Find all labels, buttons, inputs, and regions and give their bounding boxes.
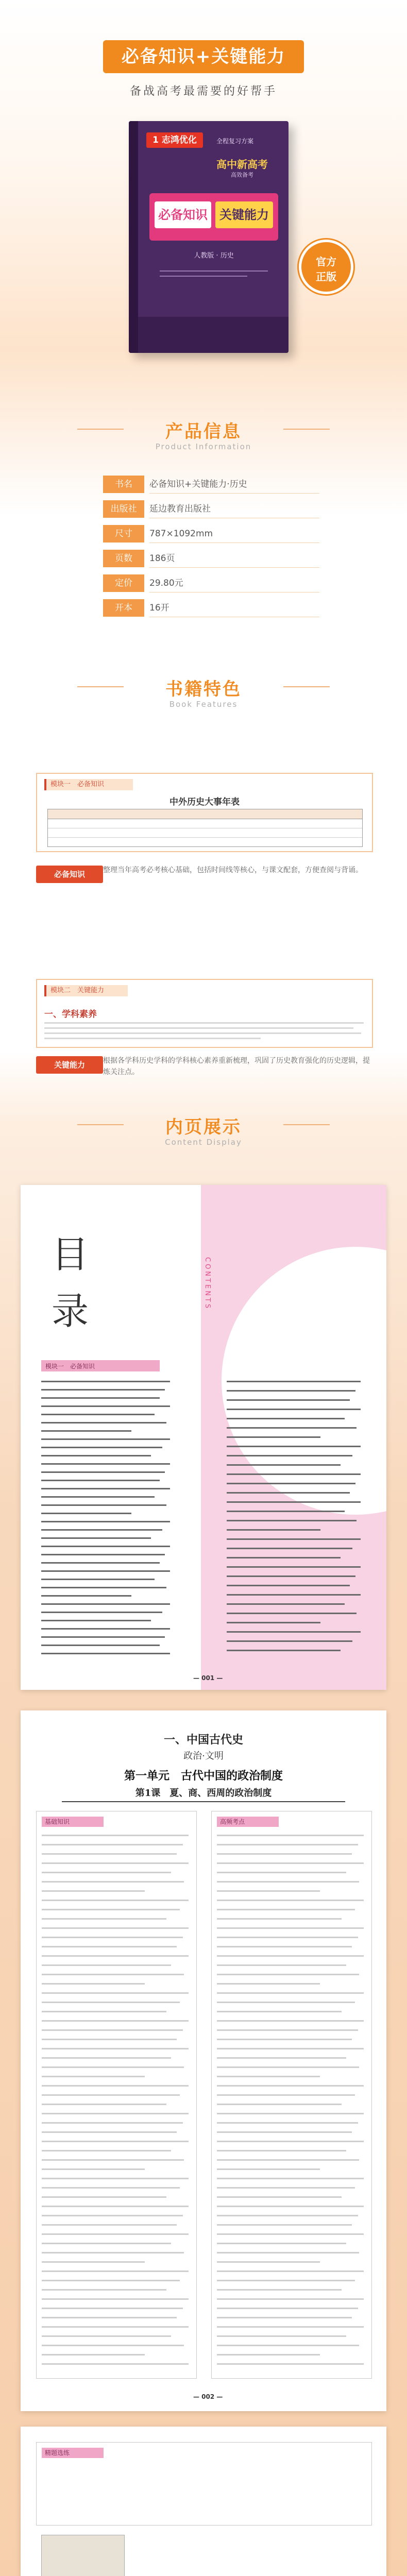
text-line xyxy=(42,2094,180,2096)
table-header-cell xyxy=(182,809,275,819)
hero-title: 必备知识+关键能力 xyxy=(103,40,304,73)
cover-decor-line xyxy=(160,270,268,272)
lesson-left-column xyxy=(36,1811,197,2379)
text-line xyxy=(217,2104,342,2105)
text-line xyxy=(217,1872,346,1873)
text-line xyxy=(41,1595,131,1597)
text-line xyxy=(227,1566,361,1568)
cover-bottom-band xyxy=(138,317,289,353)
text-line xyxy=(41,1471,165,1473)
text-line xyxy=(41,1603,170,1605)
text-line xyxy=(217,2085,364,2087)
product-info-label: 出版社 xyxy=(103,500,144,518)
text-line xyxy=(217,2196,342,2198)
text-line xyxy=(42,2057,171,2059)
text-line xyxy=(41,1397,160,1399)
text-line xyxy=(42,1862,189,1864)
text-line xyxy=(217,2215,358,2216)
illustration-image xyxy=(41,2535,125,2576)
text-line xyxy=(217,2233,364,2235)
product-info-value: 29.80元 xyxy=(149,574,319,592)
text-line xyxy=(217,2150,346,2151)
text-line xyxy=(42,2308,183,2309)
text-line xyxy=(42,2168,145,2170)
text-line xyxy=(44,1027,353,1029)
text-line xyxy=(217,1909,355,1910)
text-line xyxy=(42,2354,145,2355)
text-line xyxy=(227,1492,350,1494)
text-line xyxy=(217,1927,364,1929)
text-line xyxy=(41,1488,170,1489)
text-line xyxy=(41,1645,160,1646)
text-line xyxy=(217,2066,359,2068)
feature-desc-knowledge: 整理当年高考必考核心基础，包括时间线等核心，与课文配套，方便查阅与背诵。 xyxy=(103,866,363,874)
text-line xyxy=(42,2066,184,2068)
text-line xyxy=(41,1521,170,1522)
feature-sample-tab: 模块一 必备知识 xyxy=(44,779,133,790)
text-line xyxy=(217,1835,364,1836)
hero-subtitle: 备战高考最需要的好帮手 xyxy=(129,85,277,98)
page-number: — 002 — xyxy=(193,2393,223,2400)
table-header-cell xyxy=(48,809,90,819)
text-line xyxy=(44,1032,361,1034)
text-line xyxy=(217,2224,352,2226)
text-line xyxy=(41,1438,170,1440)
text-line xyxy=(227,1594,361,1596)
text-line xyxy=(227,1520,357,1521)
text-line xyxy=(42,2298,189,2300)
product-info-value: 16开 xyxy=(149,599,319,617)
feature-sample-heading: 中外历史大事年表 xyxy=(169,797,240,807)
text-line xyxy=(41,1587,166,1588)
text-line xyxy=(227,1483,355,1484)
text-line xyxy=(42,1853,177,1855)
badge-line1: 官方 xyxy=(316,256,336,268)
text-line xyxy=(217,1946,352,1947)
text-line xyxy=(217,1853,352,1855)
text-line xyxy=(42,1918,166,1920)
text-line xyxy=(217,2363,364,2365)
text-line xyxy=(42,1909,180,1910)
text-line xyxy=(227,1575,355,1577)
product-info-label: 定价 xyxy=(103,574,144,592)
text-line xyxy=(227,1650,341,1651)
table-row-line xyxy=(48,837,362,838)
text-line xyxy=(42,2076,145,2077)
text-line xyxy=(44,1022,364,1024)
cover-decor-line xyxy=(160,276,247,277)
text-line xyxy=(42,2150,171,2151)
text-line xyxy=(41,1546,170,1547)
text-line xyxy=(227,1418,345,1419)
text-line xyxy=(41,1447,162,1448)
text-line xyxy=(42,2335,171,2337)
text-line xyxy=(217,2298,364,2300)
text-line xyxy=(217,1918,342,1920)
product-info-label: 书名 xyxy=(103,476,144,493)
text-line xyxy=(42,1872,171,1873)
text-line xyxy=(42,2280,180,2281)
text-line xyxy=(42,1900,189,1901)
product-info-row xyxy=(103,496,319,518)
features-title: 书籍特色 xyxy=(165,679,242,700)
product-info-row xyxy=(103,521,319,543)
table-header-cell xyxy=(275,809,362,819)
text-line xyxy=(42,2326,189,2328)
product-info-subtitle: Product Information xyxy=(155,442,252,451)
text-line xyxy=(217,1955,364,1957)
text-line xyxy=(42,2196,166,2198)
text-line xyxy=(42,2270,189,2272)
text-line xyxy=(42,2104,166,2105)
text-line xyxy=(217,1937,358,1938)
timeline-table xyxy=(47,809,363,847)
text-line xyxy=(217,1974,359,1975)
text-line xyxy=(217,2048,364,2049)
cover-subject: 高中新高考 xyxy=(216,158,268,171)
text-line xyxy=(227,1603,345,1605)
text-line xyxy=(217,2335,346,2337)
text-line xyxy=(217,1890,320,1892)
text-line xyxy=(217,2020,364,2022)
feature-label-knowledge: 必备知识 xyxy=(36,866,103,883)
product-info-row xyxy=(103,546,319,567)
sample-page-toc xyxy=(21,1185,386,1690)
text-line xyxy=(42,2289,166,2291)
text-line xyxy=(217,2354,320,2355)
text-line xyxy=(227,1613,357,1614)
product-info-row xyxy=(103,595,319,617)
sample-page-exercise xyxy=(21,2427,386,2576)
product-info-value: 787×1092mm xyxy=(149,525,319,543)
text-line xyxy=(217,1964,346,1966)
text-line xyxy=(42,2029,183,2031)
text-line xyxy=(42,2224,177,2226)
product-info-value: 延边教育出版社 xyxy=(149,500,319,518)
text-line xyxy=(42,2243,171,2244)
text-line xyxy=(217,1992,364,1994)
text-line xyxy=(42,2122,183,2124)
text-line xyxy=(41,1554,165,1555)
text-line xyxy=(217,2029,358,2031)
text-line xyxy=(42,2252,184,2253)
text-line xyxy=(41,1513,131,1514)
text-line xyxy=(217,2122,358,2124)
text-line xyxy=(227,1640,352,1642)
page-number: — 001 — xyxy=(193,1674,223,1682)
cover-series: 全程复习方案 xyxy=(216,138,254,145)
display-title: 内页展示 xyxy=(165,1117,242,1138)
text-line xyxy=(42,2233,189,2235)
text-line xyxy=(41,1562,160,1564)
text-line xyxy=(217,2141,364,2142)
text-line xyxy=(42,1835,189,1836)
display-subtitle: Content Display xyxy=(165,1138,242,1147)
text-line xyxy=(217,2206,364,2207)
text-line xyxy=(42,2345,184,2346)
text-line xyxy=(42,2317,177,2318)
text-line xyxy=(41,1653,170,1654)
text-line xyxy=(227,1455,352,1456)
text-line xyxy=(42,1890,145,1892)
cover-title-part1: 必备知识 xyxy=(155,201,211,228)
text-line xyxy=(227,1473,361,1475)
lesson-part-subtitle: 政治·文明 xyxy=(183,1751,224,1761)
text-line xyxy=(217,2261,320,2263)
text-line xyxy=(41,1579,155,1580)
text-line xyxy=(227,1390,355,1392)
text-line xyxy=(227,1622,320,1623)
text-line xyxy=(41,1455,151,1456)
text-line xyxy=(42,2131,177,2133)
text-line xyxy=(41,1389,165,1391)
text-line xyxy=(42,2085,189,2087)
text-line xyxy=(227,1381,361,1382)
features-subtitle: Book Features xyxy=(169,700,238,709)
text-line xyxy=(42,2187,180,2189)
text-line xyxy=(42,2048,189,2049)
text-line xyxy=(41,1504,166,1506)
text-line xyxy=(227,1427,357,1429)
text-line xyxy=(42,1955,189,1957)
text-line xyxy=(227,1409,361,1410)
product-info-label: 页数 xyxy=(103,550,144,567)
text-line xyxy=(41,1381,170,1382)
feature-sample-1 xyxy=(36,773,373,852)
product-info-label: 尺寸 xyxy=(103,525,144,543)
text-line xyxy=(227,1548,352,1549)
text-line xyxy=(227,1446,361,1447)
cover-edition: 人教版 · 历史 xyxy=(194,252,234,260)
text-line xyxy=(217,2289,342,2291)
text-line xyxy=(42,2141,189,2142)
text-line xyxy=(41,1570,170,1572)
section-tag-label: 基础知识 xyxy=(45,1818,70,1825)
text-line xyxy=(41,1430,131,1432)
product-info-label: 开本 xyxy=(103,599,144,617)
text-line xyxy=(217,2280,355,2281)
text-line xyxy=(42,2011,166,2012)
lesson-unit-title: 第一单元 古代中国的政治制度 xyxy=(124,1769,283,1783)
text-line xyxy=(217,2039,352,2040)
text-line xyxy=(42,2215,183,2216)
text-line xyxy=(217,2159,359,2161)
text-line xyxy=(227,1464,341,1466)
text-line xyxy=(42,2002,180,2003)
text-line xyxy=(227,1631,361,1633)
text-line xyxy=(217,2113,364,2114)
product-info-value: 必备知识+关键能力·历史 xyxy=(149,476,319,494)
exercise-box xyxy=(36,2442,372,2526)
text-line xyxy=(41,1463,170,1465)
badge-line2: 正版 xyxy=(316,270,336,283)
text-line xyxy=(42,2039,177,2040)
text-line xyxy=(217,1900,364,1901)
text-line xyxy=(42,1974,184,1975)
lesson-part-title: 一、中国古代史 xyxy=(163,1733,243,1747)
toc-module-label: 模块一 必备知识 xyxy=(45,1363,95,1370)
product-info-row xyxy=(103,570,319,592)
section-tag-label: 精题选练 xyxy=(45,2449,70,2456)
text-line xyxy=(217,2345,359,2346)
text-line xyxy=(217,2057,346,2059)
text-line xyxy=(42,1881,184,1883)
text-line xyxy=(227,1529,320,1531)
text-line xyxy=(227,1511,345,1512)
text-line xyxy=(42,2363,189,2365)
cover-title-part2: 关键能力 xyxy=(215,201,273,228)
text-line xyxy=(42,1992,189,1994)
text-line xyxy=(217,2002,355,2003)
text-line xyxy=(41,1537,151,1539)
text-line xyxy=(41,1612,162,1613)
text-line xyxy=(217,2252,359,2253)
feature-sample-heading: 一、学科素养 xyxy=(44,1009,97,1020)
text-line xyxy=(217,2094,355,2096)
cover-tag: 高效备考 xyxy=(231,172,253,178)
text-line xyxy=(41,1422,166,1423)
text-line xyxy=(217,2243,346,2244)
text-line xyxy=(217,1881,359,1883)
text-line xyxy=(42,2178,189,2179)
book-spine xyxy=(129,121,138,353)
text-line xyxy=(42,1844,183,1845)
text-line xyxy=(227,1436,320,1438)
text-line xyxy=(227,1557,341,1558)
text-line xyxy=(42,1964,171,1966)
text-line xyxy=(42,2159,184,2161)
text-line xyxy=(41,1529,162,1531)
text-line xyxy=(217,2168,320,2170)
text-line xyxy=(217,1983,320,1985)
table-header-cell xyxy=(89,809,182,819)
section-tag-label: 高频考点 xyxy=(220,1818,245,1825)
book-cover-image xyxy=(129,121,289,353)
text-line xyxy=(44,1038,261,1039)
feature-label-ability: 关键能力 xyxy=(36,1056,103,1074)
product-info-row xyxy=(103,471,319,493)
text-line xyxy=(41,1628,170,1630)
text-line xyxy=(217,2308,358,2309)
text-line xyxy=(42,1983,145,1985)
text-line xyxy=(42,2261,145,2263)
text-line xyxy=(42,1927,189,1929)
lesson-title: 第1课 夏、商、西周的政治制度 xyxy=(135,1788,272,1799)
text-line xyxy=(227,1585,350,1586)
text-line xyxy=(41,1496,155,1498)
text-line xyxy=(42,1937,183,1938)
product-info-value: 186页 xyxy=(149,550,319,568)
text-line xyxy=(227,1538,361,1540)
text-line xyxy=(217,2187,355,2189)
text-line xyxy=(42,2206,189,2207)
text-line xyxy=(227,1501,361,1503)
text-line xyxy=(217,2011,342,2012)
text-line xyxy=(217,2326,364,2328)
toc-title: 目 录 xyxy=(52,1233,89,1333)
text-line xyxy=(227,1399,350,1401)
lesson-right-column xyxy=(211,1811,372,2379)
text-line xyxy=(41,1636,165,1638)
text-line xyxy=(217,2317,352,2318)
text-line xyxy=(217,2270,364,2272)
toc-contents-label: CONTENTS xyxy=(204,1257,211,1311)
product-info-title: 产品信息 xyxy=(165,421,242,442)
feature-sample-tab: 模块二 关键能力 xyxy=(44,985,128,996)
publisher-logo: 1 志鸿优化 xyxy=(146,132,203,148)
text-line xyxy=(217,2131,352,2133)
text-line xyxy=(42,1946,177,1947)
text-line xyxy=(41,1480,160,1481)
text-line xyxy=(42,2113,189,2114)
text-line xyxy=(217,1862,364,1864)
text-line xyxy=(217,2076,320,2077)
sample-page-lesson xyxy=(21,1710,386,2411)
text-line xyxy=(42,2020,189,2022)
text-line xyxy=(217,1844,358,1845)
official-genuine-badge xyxy=(301,242,351,292)
feature-sample-2 xyxy=(36,979,373,1048)
text-line xyxy=(217,2178,364,2179)
text-line xyxy=(41,1620,151,1621)
feature-desc-ability: 根据各学科历史学科的学科核心素养重新梳理，巩固了历史教育强化的历史逻辑，提炼关注点。 xyxy=(103,1057,370,1076)
text-line xyxy=(41,1414,155,1415)
text-line xyxy=(41,1405,170,1407)
lesson-rule xyxy=(62,1801,345,1802)
